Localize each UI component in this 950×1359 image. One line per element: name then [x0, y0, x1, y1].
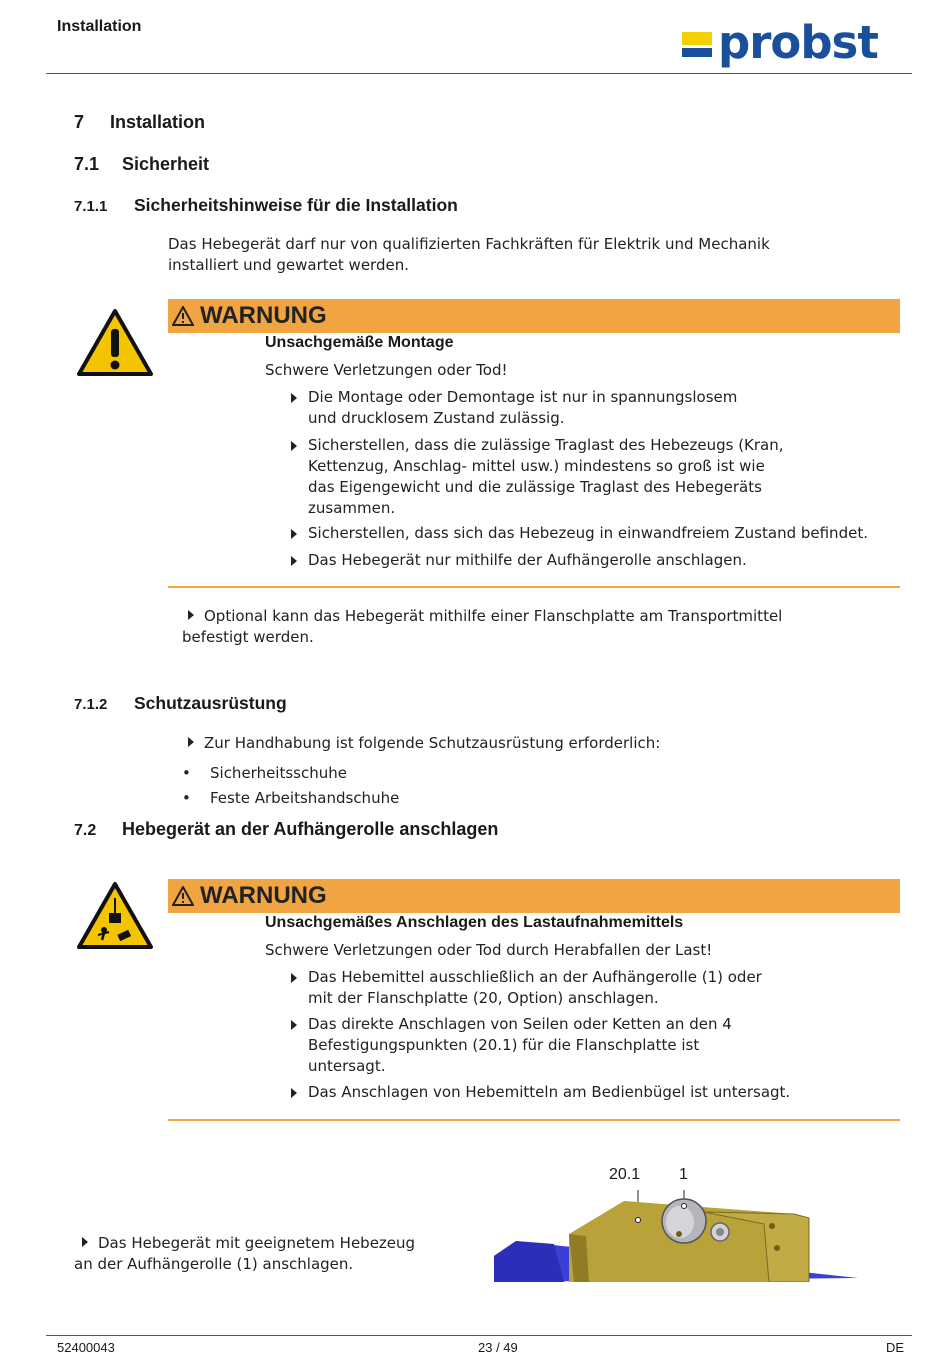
heading-7-number: 7	[74, 112, 85, 132]
heading-7-2	[74, 819, 774, 840]
warning-1-label: WARNUNG	[200, 302, 327, 329]
arrow-icon	[291, 529, 297, 539]
arrow-icon	[291, 393, 297, 403]
optional-note: Optional kann das Hebegerät mithilfe einer Flanschplatte am Transportmittel befestigt werden.	[182, 607, 783, 646]
warning-2-bottom-rule	[168, 1119, 900, 1121]
ppe-list-item: • Sicherheitsschuhe	[182, 764, 347, 782]
warning-1-consequence: Schwere Verletzungen oder Tod!	[265, 361, 508, 379]
warning-2-title: Unsachgemäßes Anschlagen des Lastaufnahmemittels	[265, 914, 684, 931]
warning-2-item: Das direkte Anschlagen von Seilen oder Ketten an den 4 Befestigungspunkten (20.1) für die Flanschplatte ist untersagt.	[308, 1014, 732, 1077]
warning-1-title: Unsachgemäße Montage	[265, 334, 454, 351]
warning-1-header	[168, 299, 900, 333]
figure-callout-1: 1	[679, 1166, 688, 1183]
figure-callout-20-1: 20.1	[609, 1166, 641, 1183]
heading-7-1-1-number: 7.1.1	[74, 198, 108, 215]
heading-7-title: Installation	[110, 112, 206, 132]
warning-2-header	[168, 879, 900, 913]
ppe-list-item: • Feste Arbeitshandschuhe	[182, 789, 400, 807]
general-warning-icon	[76, 307, 154, 377]
attach-step: Das Hebegerät mit geeignetem Hebezeug an der Aufhängerolle (1) anschlagen.	[74, 1234, 416, 1273]
footer-language: DE	[886, 1340, 905, 1355]
ppe-intro: Zur Handhabung ist folgende Schutzausrüstung erforderlich:	[182, 733, 882, 754]
arrow-icon	[291, 441, 297, 451]
heading-7	[74, 112, 474, 133]
heading-7-1-title: Sicherheit	[122, 154, 210, 174]
arrow-icon	[291, 973, 297, 983]
intro-line-1: Das Hebegerät darf nur von qualifizierten Fachkräften für Elektrik und Mechanik	[168, 235, 770, 253]
heading-7-1-2	[74, 693, 574, 714]
arrow-icon	[188, 737, 194, 747]
running-header-title: Installation	[57, 18, 142, 35]
footer-rule	[46, 1335, 912, 1336]
arrow-icon	[291, 1020, 297, 1030]
probst-logo	[680, 16, 908, 70]
warning-1-item: Die Montage oder Demontage ist nur in spannungslosem und drucklosem Zustand zulässig.	[308, 387, 737, 429]
arrow-icon	[291, 556, 297, 566]
warning-1-bottom-rule	[168, 586, 900, 588]
heading-7-1-1-title: Sicherheitshinweise für die Installation	[134, 195, 458, 215]
warning-1-item: Das Hebegerät nur mithilfe der Aufhängerolle anschlagen.	[308, 550, 747, 571]
warning-2-label: WARNUNG	[200, 882, 327, 909]
logo-text: probst	[718, 16, 878, 69]
header-rule	[46, 73, 912, 74]
warning-2-consequence: Schwere Verletzungen oder Tod durch Herabfallen der Last!	[265, 941, 713, 959]
warning-2-item: Das Anschlagen von Hebemitteln am Bedienbügel ist untersagt.	[308, 1082, 790, 1103]
warning-1-item: Sicherstellen, dass die zulässige Traglast des Hebezeugs (Kran, Kettenzug, Anschlag- mittel usw.) mindestens so groß ist wie das Eigengewicht und die zulässige Traglast des Hebegeräts zusammen.	[308, 435, 784, 519]
warning-triangle-icon	[172, 306, 194, 326]
heading-7-1-2-number: 7.1.2	[74, 696, 108, 713]
heading-7-2-title: Hebegerät an der Aufhängerolle anschlagen	[122, 819, 499, 839]
suspension-roller-figure	[494, 1186, 860, 1282]
heading-7-2-number: 7.2	[74, 822, 97, 839]
heading-7-1	[74, 154, 474, 175]
footer-doc-number: 52400043	[57, 1340, 115, 1355]
installation-intro-paragraph	[168, 234, 868, 276]
heading-7-1-2-title: Schutzausrüstung	[134, 693, 287, 713]
warning-triangle-icon	[172, 886, 194, 906]
suspended-load-warning-icon	[76, 880, 154, 950]
intro-line-2: installiert und gewartet werden.	[168, 256, 409, 274]
warning-2-item: Das Hebemittel ausschließlich an der Aufhängerolle (1) oder mit der Flanschplatte (20, Option) anschlagen.	[308, 967, 762, 1009]
arrow-icon	[188, 610, 194, 620]
warning-1-item: Sicherstellen, dass sich das Hebezeug in einwandfreiem Zustand befindet.	[308, 523, 868, 544]
heading-7-1-1	[74, 195, 674, 216]
ppe-list	[182, 763, 582, 809]
arrow-icon	[291, 1088, 297, 1098]
heading-7-1-number: 7.1	[74, 154, 100, 174]
footer-page-number: 23 / 49	[478, 1340, 518, 1355]
arrow-icon	[82, 1237, 88, 1247]
